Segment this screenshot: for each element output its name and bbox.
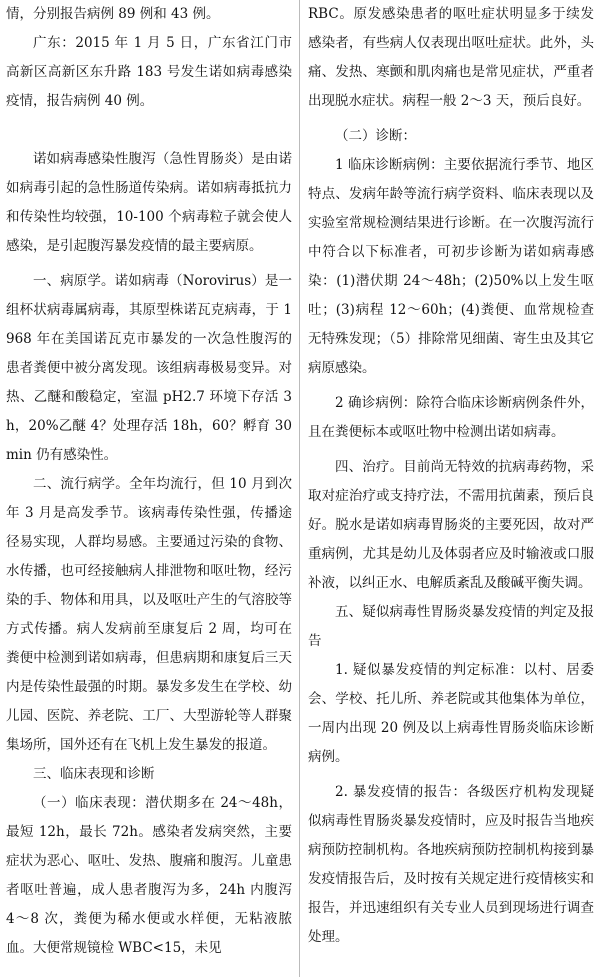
section-heading: 三、临床表现和诊断: [33, 766, 155, 782]
paragraph: （一）临床表现：潜伏期多在 24～48h，最短 12h，最长 72h。感染者发病突然，主要症状为恶心、呕吐、发热、腹痛和腹泻。儿童患者呕吐普遍，成人患者腹泻为多，24h 内腹泻 4～8 次，粪便为稀水便或水样便，无粘液脓血。大便常规镜检 WBC<15，未见: [6, 795, 292, 956]
paragraph: 广东：2015 年 1 月 5 日，广东省江门市高新区高新区东升路 183 号发生诺如病毒感染疫情，报告病例 40 例。: [6, 35, 292, 109]
paragraph: 四、治疗。目前尚无特效的抗病毒药物，采取对症治疗或支持疗法，不需用抗菌素，预后良好。脱水是诺如病毒胃肠炎的主要死因，故对严重病例，尤其是幼儿及体弱者应及时输液或口服补液，以纠正水、电解质紊乱及酸碱平衡失调。: [308, 459, 594, 591]
left-column: [6, 0, 292, 963]
paragraph: RBC。原发感染患者的呕吐症状明显多于续发感染者，有些病人仅表现出呕吐症状。此外，头痛、发热、寒颤和肌肉痛也是常见症状，严重者出现脱水症状。病程一般 2～3 天，预后良好。: [308, 6, 594, 109]
paragraph: 一、病原学。诺如病毒（Norovirus）是一组杯状病毒属病毒，其原型株诺瓦克病毒，于 1968 年在美国诺瓦克市暴发的一次急性腹泻的患者粪便中被分离发现。该组病毒极易变异。对热、乙醚和酸稳定，室温 pH2.7 环境下存活 3h，20%乙醚 4？处理存活 18h，60？孵育 30min 仍有感染性。: [6, 273, 292, 463]
subsection-heading: （二）诊断：: [335, 128, 416, 144]
paragraph: 诺如病毒感染性腹泻（急性胃肠炎）是由诺如病毒引起的急性肠道传染病。诺如病毒抵抗力和传染性均较强，10-100 个病毒粒子就会使人感染，是引起腹泻暴发疫情的最主要病原。: [6, 151, 292, 254]
paragraph: 1. 疑似暴发疫情的判定标准：以村、居委会、学校、托儿所、养老院或其他集体为单位，一周内出现 20 例及以上病毒性胃肠炎临床诊断病例。: [308, 662, 594, 765]
paragraph: 1 临床诊断病例：主要依据流行季节、地区特点、发病年龄等流行病学资料、临床表现以及实验室常规检测结果进行诊断。在一次腹泻流行中符合以下标准者，可初步诊断为诺如病毒感染：(1)潜伏期 24～48h；(2)50%以上发生呕吐；(3)病程 12～60h；(4)粪便、血常规检查无特殊发现；（5）排除常见细菌、寄生虫及其它病原感染。: [308, 157, 594, 376]
paragraph: 2. 暴发疫情的报告：各级医疗机构发现疑似病毒性胃肠炎暴发疫情时，应及时报告当地疾病预防控制机构。各地疾病预防控制机构接到暴发疫情报告后，及时按有关规定进行疫情核实和报告，并迅速组织有关专业人员到现场进行调查处理。: [308, 784, 594, 945]
paragraph: 二、流行病学。全年均流行，但 10 月到次年 3 月是高发季节。该病毒传染性强，传播途径易实现，人群均易感。主要通过污染的食物、水传播，也可经接触病人排泄物和呕吐物，经污染的手、物体和用具，以及呕吐产生的气溶胶等方式传播。病人发病前至康复后 2 周，均可在粪便中检测到诺如病毒，但患病期和康复后三天内是传染性最强的时期。暴发多发生在学校、幼儿园、医院、养老院、工厂、大型游轮等人群聚集场所，国外还有在飞机上发生暴发的报道。: [6, 476, 292, 753]
right-column: [308, 0, 594, 952]
paragraph: 情，分别报告病例 89 例和 43 例。: [6, 6, 220, 22]
section-heading: 五、疑似病毒性胃肠炎暴发疫情的判定及报告: [308, 604, 594, 649]
paragraph: 2 确诊病例：除符合临床诊断病例条件外，且在粪便标本或呕吐物中检测出诺如病毒。: [308, 395, 594, 440]
column-divider: [299, 0, 300, 977]
